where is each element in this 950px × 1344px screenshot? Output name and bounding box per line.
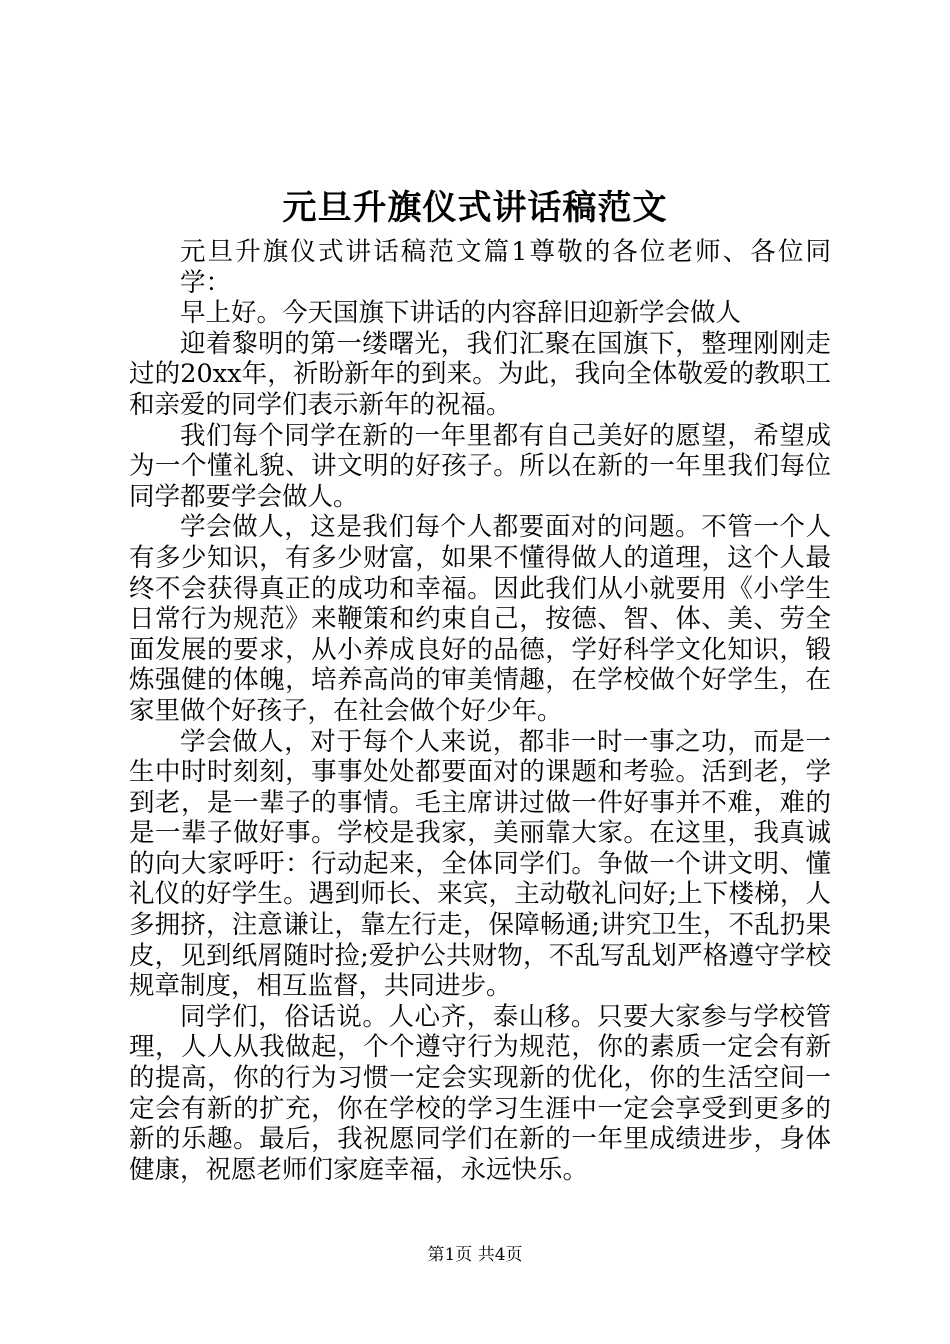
paragraph: 学会做人，对于每个人来说，都非一时一事之功，而是一生中时时刻刻，事事处处都要面对的课题和考验。活到老，学到老，是一辈子的事情。毛主席讲过做一件好事并不难，难的是一辈子做好事。学校是我家，美丽靠大家。在这里，我真诚的向大家呼吁：行动起来，全体同学们。争做一个讲文明、懂礼仪的好学生。遇到师长、来宾，主动敬礼问好;上下楼梯，人多拥挤，注意谦让，靠左行走，保障畅通;讲究卫生，不乱扔果皮，见到纸屑随时捡;爱护公共财物，不乱写乱划严格遵守学校规章制度，相互监督，共同进步。: [129, 726, 831, 1002]
paragraph-closing: 同学们，俗话说。人心齐，泰山移。只要大家参与学校管理，人人从我做起，个个遵守行为规范，你的素质一定会有新的提高，你的行为习惯一定会实现新的优化，你的生活空间一定会有新的扩充，你在学校的学习生涯中一定会享受到更多的新的乐趣。最后，我祝愿同学们在新的一年里成绩进步，身体健康，祝愿老师们家庭幸福，永远快乐。: [129, 1001, 831, 1185]
page-number-footer: 第1页 共4页: [427, 1245, 523, 1265]
paragraph-greeting: 元旦升旗仪式讲话稿范文篇1尊敬的各位老师、各位同学：: [180, 237, 831, 298]
document-title: 元旦升旗仪式讲话稿范文: [282, 188, 668, 228]
paragraph: 学会做人，这是我们每个人都要面对的问题。不管一个人有多少知识，有多少财富，如果不懂得做人的道理，这个人最终不会获得真正的成功和幸福。因此我们从小就要用《小学生日常行为规范》来鞭策和约束自己，按德、智、体、美、劳全面发展的要求，从小养成良好的品德，学好科学文化知识，锻炼强健的体魄，培养高尚的审美情趣，在学校做个好学生，在家里做个好孩子，在社会做个好少年。: [129, 512, 831, 726]
paragraph: 我们每个同学在新的一年里都有自己美好的愿望，希望成为一个懂礼貌、讲文明的好孩子。所以在新的一年里我们每位同学都要学会做人。: [129, 420, 831, 512]
paragraph-topic: 早上好。今天国旗下讲话的内容辞旧迎新学会做人: [180, 298, 742, 329]
paragraph: 迎着黎明的第一缕曙光，我们汇聚在国旗下，整理刚刚走过的20xx年，祈盼新年的到来。为此，我向全体敬爱的教职工和亲爱的同学们表示新年的祝福。: [129, 328, 831, 420]
document-body: [129, 237, 831, 1185]
